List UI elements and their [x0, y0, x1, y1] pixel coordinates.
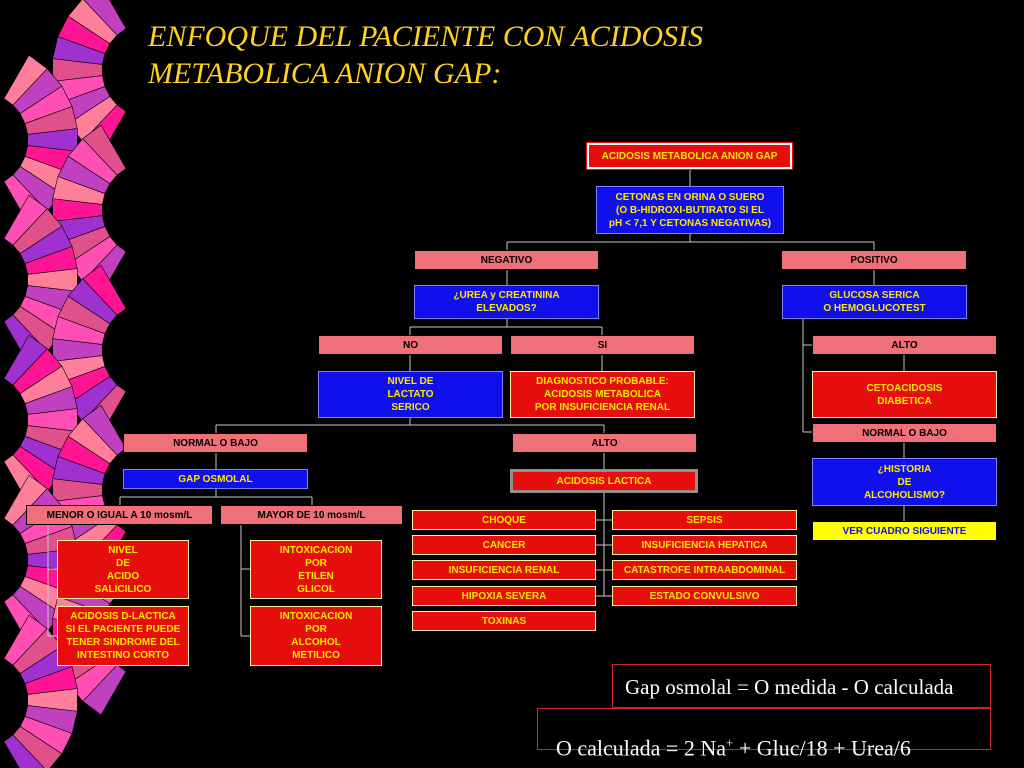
node-d-lactica: ACIDOSIS D-LACTICA SI EL PACIENTE PUEDE TENER SINDROME DEL INTESTINO CORTO: [57, 606, 189, 666]
node-urea: ¿UREA y CREATININA ELEVADOS?: [414, 285, 599, 319]
formula-calc-superscript: +: [726, 735, 734, 750]
node-root: ACIDOSIS METABOLICA ANION GAP: [587, 143, 792, 169]
node-cetonas: CETONAS EN ORINA O SUERO (O B-HIDROXI-BUTIRATO SI EL pH < 7,1 Y CETONAS NEGATIVAS): [596, 186, 784, 234]
slide-title: [148, 18, 703, 92]
node-alto-lactato: ALTO: [512, 433, 697, 453]
title-line-2: METABOLICA ANION GAP:: [148, 57, 502, 90]
node-etilenglicol: INTOXICACION POR ETILEN GLICOL: [250, 540, 382, 599]
list-item: TOXINAS: [412, 611, 596, 631]
node-alto-glucosa: ALTO: [812, 335, 997, 355]
node-historia-alcoholismo: ¿HISTORIA DE ALCOHOLISMO?: [812, 458, 997, 506]
node-diagnostico-renal: DIAGNOSTICO PROBABLE: ACIDOSIS METABOLICA POR INSUFICIENCIA RENAL: [510, 371, 695, 418]
list-item: INSUFICIENCIA RENAL: [412, 560, 596, 580]
node-si: SI: [510, 335, 695, 355]
list-item: CATASTROFE INTRAABDOMINAL: [612, 560, 797, 580]
list-item: ESTADO CONVULSIVO: [612, 586, 797, 606]
node-cetoacidosis: CETOACIDOSIS DIABETICA: [812, 371, 997, 418]
formula-gap-osmolal: [612, 664, 991, 708]
list-item: SEPSIS: [612, 510, 797, 530]
node-no: NO: [318, 335, 503, 355]
list-item: CHOQUE: [412, 510, 596, 530]
node-negativo: NEGATIVO: [414, 250, 599, 270]
node-gap-osmolal: GAP OSMOLAL: [123, 469, 308, 489]
list-item: HIPOXIA SEVERA: [412, 586, 596, 606]
node-glucosa: GLUCOSA SERICA O HEMOGLUCOTEST: [782, 285, 967, 319]
list-item: INSUFICIENCIA HEPATICA: [612, 535, 797, 555]
node-normal-bajo-lactato: NORMAL O BAJO: [123, 433, 308, 453]
node-menor-igual: MENOR O IGUAL A 10 mosm/L: [26, 505, 213, 525]
title-line-1: ENFOQUE DEL PACIENTE CON ACIDOSIS: [148, 20, 704, 53]
node-normal-bajo-glucosa: NORMAL O BAJO: [812, 423, 997, 443]
node-positivo: POSITIVO: [781, 250, 967, 270]
list-item: CANCER: [412, 535, 596, 555]
formula-calc-suffix: + Gluc/18 + Urea/6: [733, 735, 911, 761]
node-ver-cuadro: VER CUADRO SIGUIENTE: [812, 521, 997, 541]
node-acido-salicilico: NIVEL DE ACIDO SALICILICO: [57, 540, 189, 599]
node-alcohol-metilico: INTOXICACION POR ALCOHOL METILICO: [250, 606, 382, 666]
node-lactato: NIVEL DE LACTATO SERICO: [318, 371, 503, 418]
formula-o-calculada: [537, 708, 991, 761]
node-acidosis-lactica: ACIDOSIS LACTICA: [510, 469, 698, 493]
formula-calc-prefix: O calculada = 2 Na: [556, 735, 726, 761]
formula-gap-text: Gap osmolal = O medida - O calculada: [625, 675, 954, 699]
node-mayor: MAYOR DE 10 mosm/L: [220, 505, 403, 525]
